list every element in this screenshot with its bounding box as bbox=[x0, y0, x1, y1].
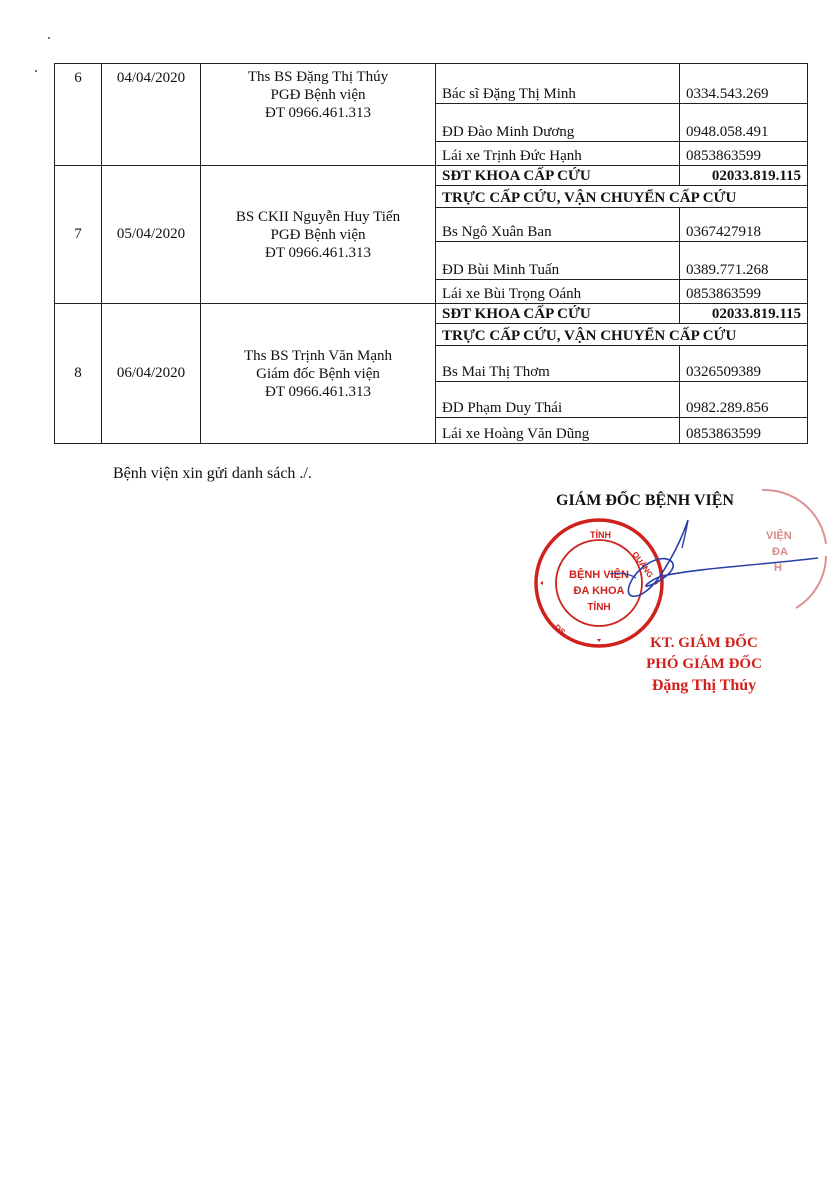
table-row bbox=[55, 304, 808, 324]
leader-position: Giám đốc Bệnh viện bbox=[256, 365, 380, 382]
handwritten-signature bbox=[590, 518, 820, 608]
staff-name: Bs Ngô Xuân Ban bbox=[436, 208, 680, 242]
scan-speck bbox=[35, 70, 37, 72]
closing-statement: Bệnh viện xin gửi danh sách ./. bbox=[113, 465, 312, 482]
signature-delegation: KT. GIÁM ĐỐC bbox=[650, 635, 758, 651]
row-number: 6 bbox=[55, 64, 102, 166]
leader-phone: ĐT 0966.461.313 bbox=[265, 105, 371, 121]
staff-phone: 0853863599 bbox=[680, 142, 808, 166]
duty-header: TRỰC CẤP CỨU, VẬN CHUYỂN CẤP CỨU bbox=[436, 324, 808, 346]
leader-phone: ĐT 0966.461.313 bbox=[265, 383, 371, 400]
duty-leader bbox=[201, 166, 436, 304]
staff-phone: 0982.289.856 bbox=[680, 382, 808, 418]
duty-date: 06/04/2020 bbox=[102, 304, 201, 444]
signature-name: Đặng Thị Thúy bbox=[651, 677, 757, 694]
table-row bbox=[55, 166, 808, 186]
duty-leader bbox=[201, 304, 436, 444]
emergency-label: SĐT KHOA CẤP CỨU bbox=[436, 304, 680, 324]
seal-line-3: TỈNH bbox=[587, 602, 611, 613]
partial-seal-text-1: VIỆN bbox=[766, 530, 792, 542]
emergency-label: SĐT KHOA CẤP CỨU bbox=[436, 166, 680, 186]
row-number: 8 bbox=[55, 304, 102, 444]
staff-name: ĐD Bùi Minh Tuấn bbox=[436, 242, 680, 280]
staff-name: Lái xe Hoàng Văn Dũng bbox=[436, 418, 680, 444]
partial-seal-text-3: H bbox=[774, 562, 782, 574]
duty-leader bbox=[201, 64, 436, 166]
staff-phone: 0948.058.491 bbox=[680, 104, 808, 142]
staff-phone: 0853863599 bbox=[680, 418, 808, 444]
emergency-phone: 02033.819.115 bbox=[680, 166, 808, 186]
emergency-phone: 02033.819.115 bbox=[680, 304, 808, 324]
staff-phone: 0326509389 bbox=[680, 346, 808, 382]
seal-edge-text: QUẢNG bbox=[630, 549, 655, 580]
duty-roster-table bbox=[54, 63, 808, 444]
leader-phone: ĐT 0966.461.313 bbox=[265, 244, 371, 261]
staff-name: ĐD Phạm Duy Thái bbox=[436, 382, 680, 418]
leader-name: Ths BS Trịnh Văn Mạnh bbox=[243, 347, 393, 364]
leader-name: Ths BS Đặng Thị Thúy bbox=[247, 69, 389, 85]
seal-line-2: ĐA KHOA bbox=[573, 585, 625, 597]
staff-phone: 0334.543.269 bbox=[680, 64, 808, 104]
partial-seal-text-2: ĐA bbox=[772, 546, 788, 558]
signer-title: GIÁM ĐỐC BỆNH VIỆN bbox=[556, 492, 734, 509]
row-number: 7 bbox=[55, 166, 102, 304]
scan-speck bbox=[48, 37, 50, 39]
seal-side-text: DS bbox=[552, 622, 568, 637]
staff-name: Lái xe Trịnh Đức Hạnh bbox=[436, 142, 680, 166]
duty-header: TRỰC CẤP CỨU, VẬN CHUYỂN CẤP CỨU bbox=[436, 186, 808, 208]
staff-phone: 0853863599 bbox=[680, 280, 808, 304]
table-row bbox=[55, 64, 808, 104]
staff-phone: 0389.771.268 bbox=[680, 242, 808, 280]
signature-position: PHÓ GIÁM ĐỐC bbox=[646, 656, 762, 672]
leader-position: PGĐ Bệnh viện bbox=[270, 87, 366, 103]
duty-date: 05/04/2020 bbox=[102, 166, 201, 304]
staff-name: Bác sĩ Đặng Thị Minh bbox=[436, 64, 680, 104]
duty-date: 04/04/2020 bbox=[102, 64, 201, 166]
seal-top-text: TỈNH bbox=[590, 530, 611, 540]
signature-block bbox=[624, 633, 784, 696]
staff-phone: 0367427918 bbox=[680, 208, 808, 242]
staff-name: ĐD Đào Minh Dương bbox=[436, 104, 680, 142]
staff-name: Lái xe Bùi Trọng Oánh bbox=[436, 280, 680, 304]
leader-position: PGĐ Bệnh viện bbox=[270, 226, 366, 243]
leader-name: BS CKII Nguyễn Huy Tiến bbox=[235, 208, 401, 225]
seal-line-1: BỆNH VIỆN bbox=[569, 569, 629, 581]
staff-name: Bs Mai Thị Thơm bbox=[436, 346, 680, 382]
